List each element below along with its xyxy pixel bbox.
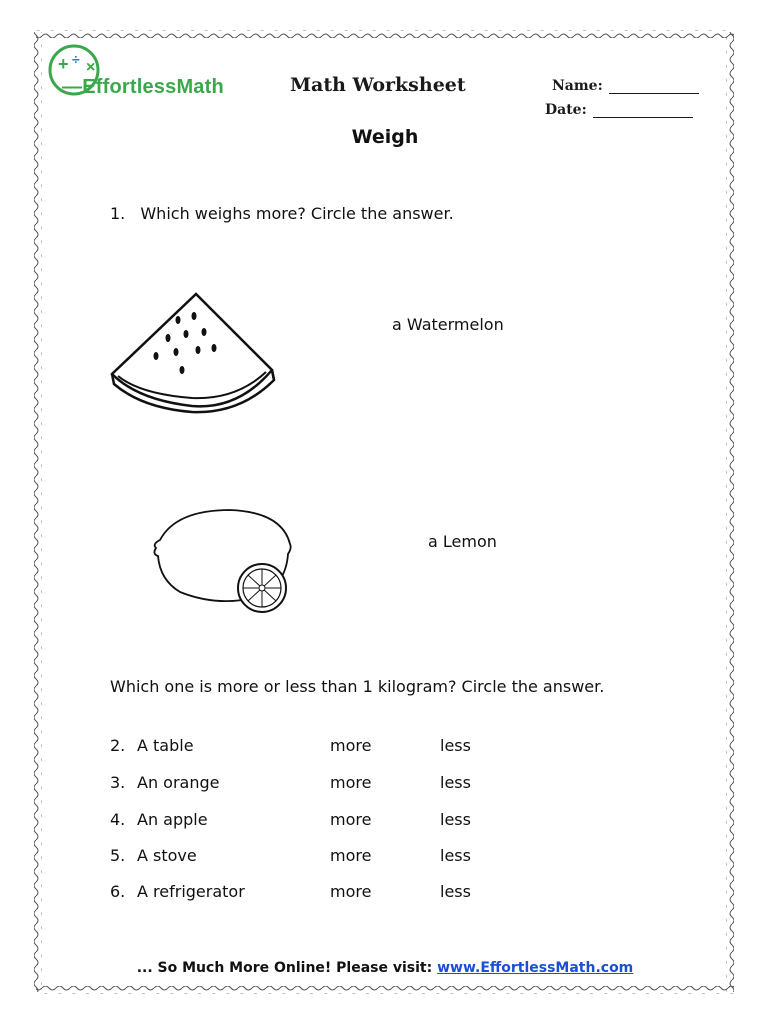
row-item: A stove	[137, 846, 197, 865]
date-line[interactable]	[593, 103, 693, 118]
name-line[interactable]	[609, 79, 699, 94]
row-number: 6.	[110, 882, 126, 901]
option-less[interactable]: less	[440, 810, 471, 829]
name-label: Name:	[552, 78, 603, 94]
option-less[interactable]: less	[440, 846, 471, 865]
name-field	[552, 78, 699, 94]
option-lemon-label[interactable]: a Lemon	[428, 532, 497, 551]
row-number: 3.	[110, 773, 126, 792]
option-less[interactable]: less	[440, 882, 471, 901]
lemon-icon[interactable]	[150, 504, 300, 614]
question-row	[110, 773, 510, 795]
worksheet-header-title: Math Worksheet	[290, 74, 466, 96]
question-row	[110, 882, 510, 904]
option-less[interactable]: less	[440, 736, 471, 755]
row-item: An orange	[137, 773, 220, 792]
question-row	[110, 846, 510, 868]
row-number: 4.	[110, 810, 126, 829]
footer	[0, 960, 770, 976]
row-number: 2.	[110, 736, 126, 755]
option-more[interactable]: more	[330, 736, 372, 755]
footer-text: ... So Much More Online! Please visit:	[136, 960, 438, 976]
option-less[interactable]: less	[440, 773, 471, 792]
option-more[interactable]: more	[330, 882, 372, 901]
logo-wordmark: —EffortlessMath	[62, 76, 224, 98]
footer-link[interactable]: www.EffortlessMath.com	[437, 960, 634, 976]
question-text: Which weighs more? Circle the answer.	[140, 204, 454, 223]
question-number: 1.	[110, 204, 126, 223]
option-more[interactable]: more	[330, 773, 372, 792]
question-row	[110, 736, 510, 758]
row-number: 5.	[110, 846, 126, 865]
option-more[interactable]: more	[330, 810, 372, 829]
row-item: An apple	[137, 810, 208, 829]
question-row	[110, 810, 510, 832]
svg-text:×: ×	[86, 59, 96, 76]
option-watermelon-label[interactable]: a Watermelon	[392, 315, 504, 334]
svg-text:+: +	[58, 54, 69, 74]
question-1	[110, 204, 454, 223]
option-more[interactable]: more	[330, 846, 372, 865]
row-item: A refrigerator	[137, 882, 245, 901]
date-field	[545, 102, 693, 118]
watermelon-icon[interactable]	[108, 288, 276, 416]
row-item: A table	[137, 736, 194, 755]
svg-text:÷: ÷	[72, 51, 80, 67]
instruction-text: Which one is more or less than 1 kilogram? Circle the answer.	[110, 677, 605, 696]
worksheet-title: Weigh	[351, 126, 419, 148]
date-label: Date:	[545, 102, 587, 118]
